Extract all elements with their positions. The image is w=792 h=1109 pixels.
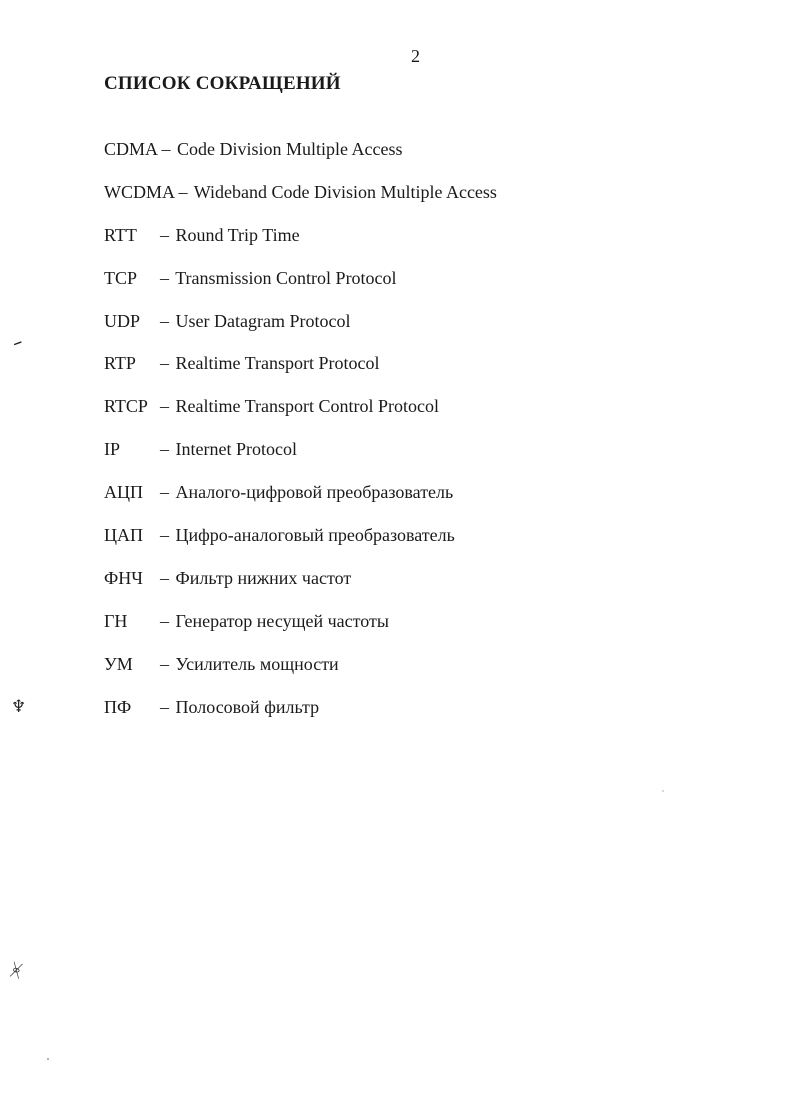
abbreviation-definition: Генератор несущей частоты xyxy=(175,610,389,631)
scan-blot-mark: ♆ xyxy=(11,697,27,717)
abbreviation-term: ГН xyxy=(104,610,128,631)
abbreviation-row xyxy=(104,653,497,696)
abbreviation-dash: – xyxy=(160,610,169,631)
abbreviation-term: RTP xyxy=(104,353,136,374)
abbreviation-dash: – xyxy=(160,396,169,417)
abbreviation-dash: – xyxy=(160,267,169,288)
abbreviation-dash: – xyxy=(160,482,169,503)
abbreviation-dash: – xyxy=(160,696,169,717)
abbreviation-definition: Полосовой фильтр xyxy=(175,696,320,717)
abbreviation-definition: Фильтр нижних частот xyxy=(175,567,352,588)
scan-blot-mark: ⲻ xyxy=(11,334,26,355)
abbreviation-row xyxy=(104,352,497,395)
abbreviation-term: TCP xyxy=(104,267,138,288)
abbreviation-definition: Internet Protocol xyxy=(175,439,297,460)
abbreviation-row xyxy=(104,610,497,653)
abbreviation-row xyxy=(104,696,497,739)
abbreviation-dash: – xyxy=(160,567,169,588)
abbreviation-row xyxy=(104,138,497,181)
abbreviation-term: RTCP xyxy=(104,396,148,417)
abbreviation-dash: – xyxy=(160,525,169,546)
abbreviation-row xyxy=(104,181,497,224)
abbreviation-row xyxy=(104,438,497,481)
abbreviation-row xyxy=(104,481,497,524)
abbreviation-term: ЦАП xyxy=(104,525,143,546)
abbreviation-term: CDMA xyxy=(104,139,158,159)
abbreviation-dash: – xyxy=(160,310,169,331)
abbreviation-dash: – xyxy=(160,224,169,245)
abbreviation-definition: Realtime Transport Control Protocol xyxy=(175,396,439,417)
abbreviation-term: ФНЧ xyxy=(104,567,143,588)
abbreviation-dash: – xyxy=(160,653,169,674)
abbreviation-definition: Цифро-аналоговый преобразователь xyxy=(175,525,455,546)
abbreviation-list xyxy=(104,138,497,738)
abbreviation-term: IP xyxy=(104,439,121,460)
abbreviation-definition: Усилитель мощности xyxy=(175,653,339,674)
abbreviation-dash: – xyxy=(161,139,171,159)
abbreviation-row xyxy=(104,310,497,353)
abbreviation-definition: Transmission Control Protocol xyxy=(175,267,397,288)
abbreviation-term: УМ xyxy=(104,653,133,674)
abbreviation-dash: – xyxy=(178,181,188,202)
abbreviation-term: ПФ xyxy=(104,696,132,717)
abbreviation-definition: Wideband Code Division Multiple Access xyxy=(193,181,497,202)
abbreviation-row xyxy=(104,524,497,567)
abbreviation-definition: Аналого-цифровой преобразователь xyxy=(175,482,454,503)
abbreviation-row xyxy=(104,267,497,310)
page-number: 2 xyxy=(411,46,420,66)
abbreviation-row xyxy=(104,567,497,610)
abbreviation-row xyxy=(104,395,497,438)
abbreviation-definition: Round Trip Time xyxy=(175,224,300,245)
scan-blot-mark: ᚸ xyxy=(8,960,24,982)
abbreviation-row xyxy=(104,224,497,267)
scan-speck xyxy=(47,1058,49,1060)
abbreviation-dash: – xyxy=(160,439,169,460)
abbreviation-term: WCDMA xyxy=(104,181,175,202)
page-title: СПИСОК СОКРАЩЕНИЙ xyxy=(104,73,341,94)
abbreviation-definition: User Datagram Protocol xyxy=(175,310,351,331)
abbreviation-dash: – xyxy=(160,353,169,374)
abbreviation-definition: Realtime Transport Protocol xyxy=(175,353,380,374)
scan-speck xyxy=(662,790,664,792)
abbreviation-term: UDP xyxy=(104,310,141,331)
abbreviation-term: АЦП xyxy=(104,482,143,503)
abbreviation-definition: Code Division Multiple Access xyxy=(177,139,403,159)
abbreviation-term: RTT xyxy=(104,224,137,245)
